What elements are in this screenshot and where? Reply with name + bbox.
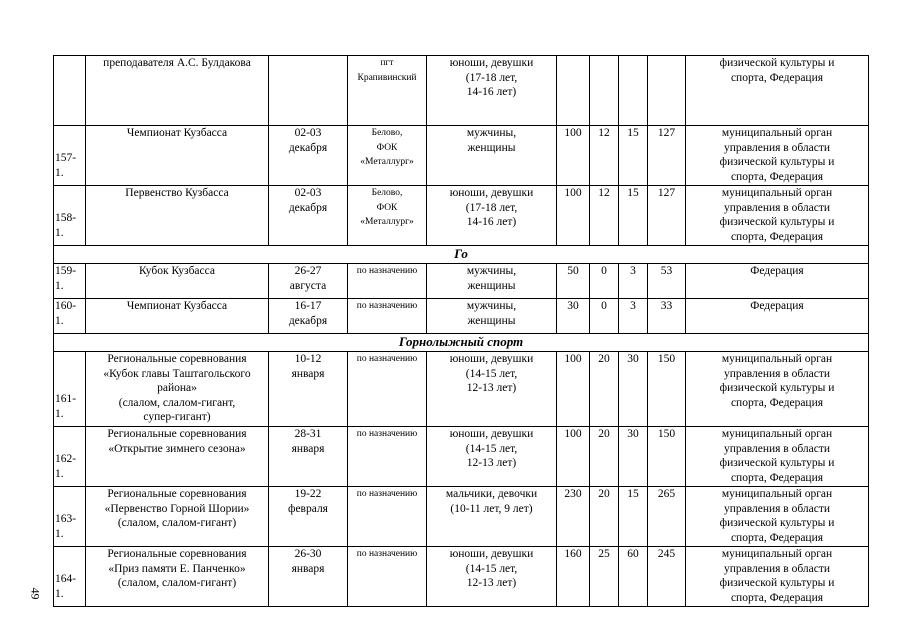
count-3-cell: 30	[619, 352, 648, 427]
organizer-line: управления в области	[723, 141, 831, 154]
event-name-cell	[86, 352, 269, 427]
participants-line: женщины	[467, 279, 516, 292]
event-name-line: района»	[157, 382, 197, 394]
participants-line: мальчики, девочки	[445, 488, 538, 500]
count-3-cell: 30	[619, 427, 648, 487]
organizer-line: муниципальный орган	[721, 187, 833, 199]
event-name-cell	[86, 126, 269, 186]
event-name-cell	[86, 299, 269, 334]
venue-line: Белово,	[371, 128, 403, 138]
dates-cell	[269, 299, 348, 334]
count-1-cell: 30	[557, 299, 590, 334]
total-cell	[648, 56, 686, 126]
table-row	[54, 264, 869, 299]
venue-line: по назначению	[356, 549, 418, 559]
dates-line: декабря	[288, 201, 328, 214]
section-title: Го	[54, 246, 869, 264]
count-3-cell: 15	[619, 186, 648, 246]
total-cell: 53	[648, 264, 686, 299]
venue-cell	[348, 487, 427, 547]
table-row	[54, 352, 869, 427]
section-header-row	[54, 334, 869, 352]
event-name-line: Первенство Кузбасса	[125, 187, 229, 199]
participants-cell	[427, 126, 557, 186]
dates-line: февраля	[288, 502, 328, 515]
total-cell: 150	[648, 352, 686, 427]
participants-line: (17-18 лет,	[465, 201, 518, 214]
organizer-line: спорта, Федерация	[730, 531, 824, 544]
count-2-cell: 20	[590, 487, 619, 547]
row-number-cell: 159-1.	[54, 264, 86, 299]
participants-cell	[427, 56, 557, 126]
event-name-line: (слалом, слалом-гигант)	[117, 577, 237, 589]
count-2-cell: 0	[590, 299, 619, 334]
participants-line: женщины	[467, 141, 516, 154]
organizer-line: управления в области	[723, 201, 831, 214]
count-3-cell: 3	[619, 264, 648, 299]
dates-cell	[269, 352, 348, 427]
organizer-line: физической культуры и	[719, 216, 835, 228]
event-name-cell	[86, 427, 269, 487]
organizer-line: физической культуры и	[719, 457, 835, 469]
count-1-cell: 100	[557, 352, 590, 427]
participants-line: 12-13 лет)	[466, 382, 517, 394]
participants-line: мужчины,	[466, 127, 517, 139]
dates-cell	[269, 126, 348, 186]
count-3-cell: 3	[619, 299, 648, 334]
organizer-line: спорта, Федерация	[730, 170, 824, 183]
table-row	[54, 427, 869, 487]
row-number-cell: 163-1.	[54, 487, 86, 547]
organizer-cell	[686, 352, 869, 427]
participants-line: мужчины,	[466, 265, 517, 277]
count-2-cell: 12	[590, 186, 619, 246]
organizer-cell	[686, 427, 869, 487]
organizer-line: муниципальный орган	[721, 428, 833, 440]
organizer-line: муниципальный орган	[721, 127, 833, 139]
row-number-cell: 164-1.	[54, 547, 86, 607]
organizer-cell	[686, 299, 869, 334]
venue-cell	[348, 547, 427, 607]
event-name-cell	[86, 56, 269, 126]
event-name-line: Кубок Кузбасса	[139, 265, 215, 277]
table-row	[54, 56, 869, 126]
event-name-line: Чемпионат Кузбасса	[126, 300, 228, 312]
count-3-cell: 15	[619, 126, 648, 186]
organizer-line: муниципальный орган	[721, 353, 833, 365]
count-1-cell: 100	[557, 186, 590, 246]
organizer-line: физической культуры и	[719, 382, 835, 394]
organizer-line: спорта, Федерация	[730, 71, 824, 84]
participants-line: (10-11 лет, 9 лет)	[450, 502, 533, 515]
organizer-line: физической культуры и	[719, 156, 835, 168]
participants-line: женщины	[467, 314, 516, 327]
event-name-line: «Кубок главы Таштагольского	[103, 367, 251, 380]
count-3-cell: 60	[619, 547, 648, 607]
count-2-cell: 12	[590, 126, 619, 186]
total-cell: 265	[648, 487, 686, 547]
venue-cell	[348, 352, 427, 427]
row-number-cell: 157-1.	[54, 126, 86, 186]
organizer-line: муниципальный орган	[721, 488, 833, 500]
row-number-cell	[54, 56, 86, 126]
table-row	[54, 186, 869, 246]
row-number-cell: 160-1.	[54, 299, 86, 334]
dates-line: января	[291, 562, 325, 575]
section-header-row	[54, 246, 869, 264]
count-2-cell: 20	[590, 427, 619, 487]
row-number-cell: 162-1.	[54, 427, 86, 487]
total-cell: 33	[648, 299, 686, 334]
organizer-cell	[686, 547, 869, 607]
table-row	[54, 547, 869, 607]
organizer-line: физической культуры и	[719, 517, 835, 529]
dates-line: 28-31	[294, 428, 322, 440]
venue-line: «Металлург»	[360, 217, 414, 227]
participants-line: 12-13 лет)	[466, 577, 517, 589]
participants-cell	[427, 487, 557, 547]
participants-cell	[427, 547, 557, 607]
organizer-line: управления в области	[723, 562, 831, 575]
count-2-cell: 0	[590, 264, 619, 299]
organizer-cell	[686, 264, 869, 299]
page-number: 49	[28, 587, 43, 600]
venue-line: по назначению	[356, 429, 418, 439]
row-number-cell: 158-1.	[54, 186, 86, 246]
event-name-line: «Приз памяти Е. Панченко»	[108, 562, 246, 575]
section-title: Горнолыжный спорт	[54, 334, 869, 352]
organizer-line: Федерация	[750, 265, 804, 277]
participants-line: юноши, девушки	[449, 57, 534, 69]
dates-line: 10-12	[294, 353, 322, 365]
organizer-line: управления в области	[723, 367, 831, 380]
event-name-cell	[86, 186, 269, 246]
organizer-line: физической культуры и	[719, 57, 835, 69]
event-name-line: «Первенство Горной Шории»	[104, 502, 250, 515]
participants-line: (14-15 лет,	[465, 442, 518, 455]
events-table	[53, 55, 869, 607]
venue-cell	[348, 126, 427, 186]
organizer-line: спорта, Федерация	[730, 230, 824, 243]
dates-cell	[269, 56, 348, 126]
count-2-cell: 20	[590, 352, 619, 427]
participants-line: (14-15 лет,	[465, 562, 518, 575]
table-row	[54, 487, 869, 547]
dates-line: декабря	[288, 141, 328, 154]
event-name-line: Чемпионат Кузбасса	[126, 127, 228, 139]
organizer-cell	[686, 126, 869, 186]
dates-line: 16-17	[294, 300, 322, 312]
table-body	[54, 56, 869, 607]
count-2-cell	[590, 56, 619, 126]
row-number-cell: 161-1.	[54, 352, 86, 427]
venue-line: пгт Крапивинский	[357, 58, 417, 83]
dates-line: 26-27	[294, 265, 322, 277]
venue-line: ФОК	[376, 202, 398, 213]
dates-line: декабря	[288, 314, 328, 327]
participants-line: 14-16 лет)	[466, 86, 517, 98]
participants-line: юноши, девушки	[449, 353, 534, 365]
count-1-cell: 230	[557, 487, 590, 547]
event-name-line: Региональные соревнования	[107, 488, 247, 500]
count-1-cell: 160	[557, 547, 590, 607]
count-1-cell	[557, 56, 590, 126]
table-row	[54, 126, 869, 186]
venue-line: Белово,	[371, 188, 403, 198]
table-row	[54, 299, 869, 334]
total-cell: 150	[648, 427, 686, 487]
organizer-line: физической культуры и	[719, 577, 835, 589]
venue-line: «Металлург»	[360, 157, 414, 167]
participants-line: (17-18 лет,	[465, 71, 518, 84]
organizer-line: Федерация	[750, 300, 804, 312]
dates-line: августа	[289, 279, 327, 292]
dates-cell	[269, 547, 348, 607]
count-1-cell: 50	[557, 264, 590, 299]
participants-line: 12-13 лет)	[466, 457, 517, 469]
organizer-line: спорта, Федерация	[730, 471, 824, 484]
participants-line: мужчины,	[466, 300, 517, 312]
dates-line: 02-03	[294, 127, 322, 139]
venue-line: по назначению	[356, 489, 418, 499]
event-name-line: Региональные соревнования	[107, 548, 247, 560]
dates-line: января	[291, 367, 325, 380]
event-name-line: «Открытие зимнего сезона»	[108, 442, 246, 455]
dates-cell	[269, 264, 348, 299]
event-name-cell	[86, 547, 269, 607]
organizer-line: управления в области	[723, 502, 831, 515]
participants-line: юноши, девушки	[449, 548, 534, 560]
count-3-cell	[619, 56, 648, 126]
venue-line: по назначению	[356, 266, 418, 276]
count-1-cell: 100	[557, 126, 590, 186]
event-name-line: супер-гигант)	[143, 411, 211, 423]
participants-line: 14-16 лет)	[466, 216, 517, 228]
dates-line: 26-30	[294, 548, 322, 560]
venue-cell	[348, 264, 427, 299]
event-name-cell	[86, 487, 269, 547]
event-name-line: преподавателя А.С. Булдакова	[103, 57, 251, 69]
venue-line: по назначению	[356, 354, 418, 364]
dates-line: января	[291, 442, 325, 455]
organizer-line: спорта, Федерация	[730, 591, 824, 604]
organizer-line: управления в области	[723, 442, 831, 455]
event-name-line: (слалом, слалом-гигант,	[118, 396, 236, 409]
venue-line: по назначению	[356, 301, 418, 311]
dates-cell	[269, 487, 348, 547]
event-name-line: Региональные соревнования	[107, 428, 247, 440]
participants-cell	[427, 427, 557, 487]
event-name-cell	[86, 264, 269, 299]
total-cell: 127	[648, 186, 686, 246]
venue-cell	[348, 427, 427, 487]
venue-cell	[348, 56, 427, 126]
venue-cell	[348, 299, 427, 334]
total-cell: 245	[648, 547, 686, 607]
organizer-cell	[686, 487, 869, 547]
event-name-line: Региональные соревнования	[107, 353, 247, 365]
participants-cell	[427, 352, 557, 427]
organizer-line: муниципальный орган	[721, 548, 833, 560]
participants-cell	[427, 186, 557, 246]
venue-line: ФОК	[376, 142, 398, 153]
organizer-cell	[686, 56, 869, 126]
venue-cell	[348, 186, 427, 246]
participants-line: (14-15 лет,	[465, 367, 518, 380]
count-1-cell: 100	[557, 427, 590, 487]
dates-line: 02-03	[294, 187, 322, 199]
organizer-cell	[686, 186, 869, 246]
participants-cell	[427, 264, 557, 299]
count-3-cell: 15	[619, 487, 648, 547]
participants-line: юноши, девушки	[449, 428, 534, 440]
participants-cell	[427, 299, 557, 334]
dates-line: 19-22	[294, 488, 322, 500]
participants-line: юноши, девушки	[449, 187, 534, 199]
total-cell: 127	[648, 126, 686, 186]
organizer-line: спорта, Федерация	[730, 396, 824, 409]
dates-cell	[269, 186, 348, 246]
event-name-line: (слалом, слалом-гигант)	[117, 517, 237, 529]
count-2-cell: 25	[590, 547, 619, 607]
dates-cell	[269, 427, 348, 487]
